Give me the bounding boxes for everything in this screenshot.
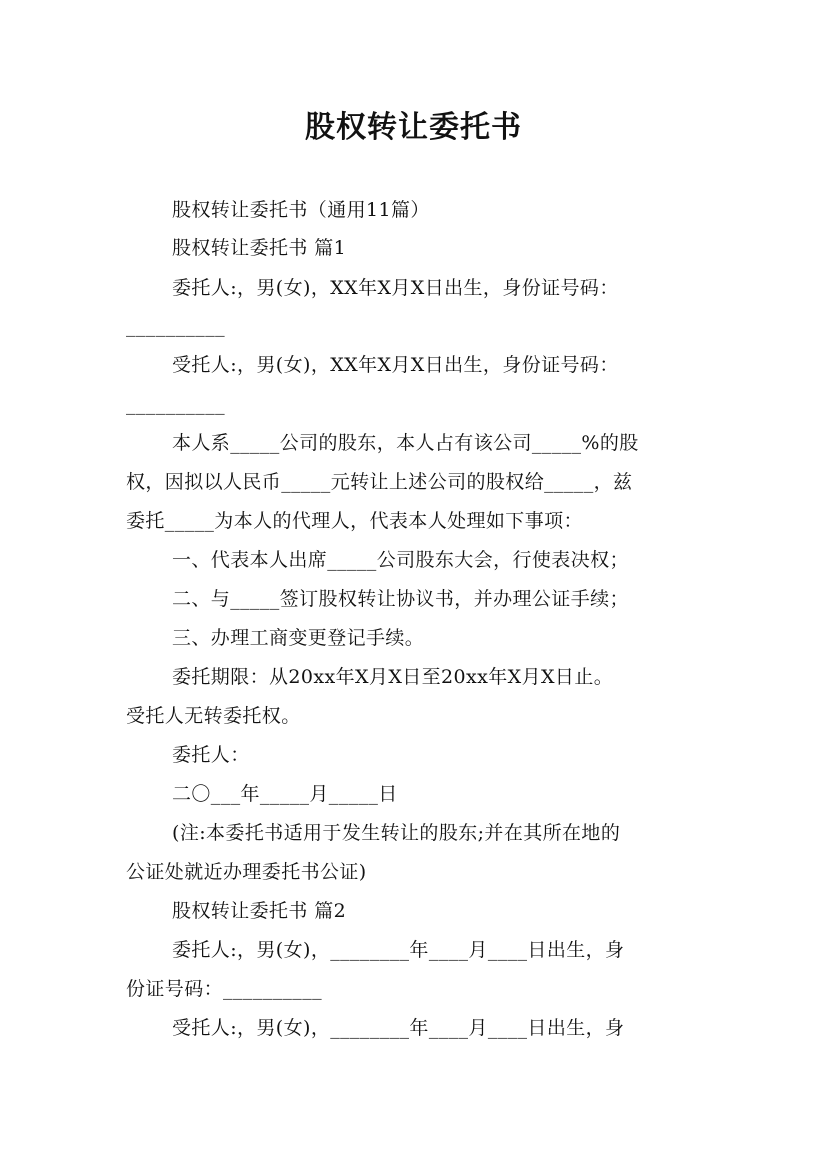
- body-paragraph-line-3: 委托_____为本人的代理人，代表本人处理如下事项：: [126, 510, 583, 532]
- no-subdelegation-line: 受托人无转委托权。: [126, 705, 301, 727]
- item-two: 二、与_____签订股权转让协议书，并办理公证手续；: [172, 588, 629, 610]
- agent-line-2: 受托人:，男(女)，________年____月____日出生，身: [172, 1017, 625, 1039]
- note-line-2: 公证处就近办理委托书公证): [126, 861, 367, 883]
- principal-line-2: 委托人:，男(女)，________年____月____日出生，身: [172, 939, 625, 961]
- date-line: 二〇___年_____月_____日: [172, 783, 398, 805]
- document-title: 股权转让委托书: [305, 110, 522, 145]
- note-line-1: (注:本委托书适用于发生转让的股东;并在其所在地的: [172, 822, 621, 844]
- term-line: 委托期限：从20xx年X月X日至20xx年X月X日止。: [172, 666, 614, 688]
- body-paragraph-line-2: 权，因拟以人民币_____元转让上述公司的股权给_____，兹: [126, 471, 633, 493]
- section-heading-2: 股权转让委托书 篇2: [172, 900, 347, 922]
- section-heading-1: 股权转让委托书 篇1: [172, 237, 347, 259]
- principal-id-line-2: 份证号码：__________: [126, 978, 323, 1000]
- principal-line: 委托人:，男(女)，XX年X月X日出生，身份证号码：: [172, 277, 619, 299]
- principal-id-blank: __________: [126, 315, 225, 337]
- signature-label: 委托人：: [172, 744, 250, 766]
- agent-line: 受托人:，男(女)，XX年X月X日出生，身份证号码：: [172, 354, 619, 376]
- agent-id-blank: __________: [126, 393, 225, 415]
- item-three: 三、办理工商变更登记手续。: [172, 627, 425, 649]
- item-one: 一、代表本人出席_____公司股东大会，行使表决权；: [172, 549, 629, 571]
- subtitle-line: 股权转让委托书（通用11篇）: [172, 199, 430, 221]
- body-paragraph-line-1: 本人系_____公司的股东，本人占有该公司_____%的股: [172, 432, 639, 454]
